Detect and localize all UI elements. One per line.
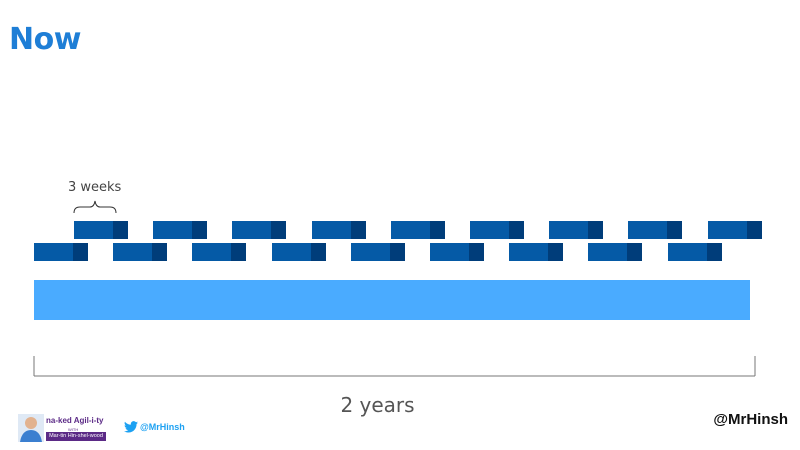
sprint-body [430, 243, 469, 261]
sprint-top-5 [391, 221, 445, 239]
sprint-body [628, 221, 667, 239]
sprint-body [708, 221, 747, 239]
sprint-review [707, 243, 722, 261]
timeline-axis [33, 356, 757, 378]
sprint-bottom-1 [34, 243, 88, 261]
sprint-review [588, 221, 603, 239]
sprint-brace [72, 199, 118, 215]
sprint-bottom-3 [192, 243, 246, 261]
sprint-body [588, 243, 627, 261]
logo-name-bar: Mar-tin Hin-shel-wood [46, 432, 106, 441]
sprint-review [113, 221, 128, 239]
sprint-review [152, 243, 167, 261]
sprint-top-9 [708, 221, 762, 239]
sprint-bottom-5 [351, 243, 405, 261]
sprint-review [73, 243, 88, 261]
page-title: Now [9, 22, 81, 57]
sprint-bottom-2 [113, 243, 167, 261]
sprint-review [192, 221, 207, 239]
sprint-body [153, 221, 192, 239]
sprint-review [390, 243, 405, 261]
brace-path [74, 201, 116, 213]
sprint-top-3 [232, 221, 286, 239]
sprint-bottom-9 [668, 243, 722, 261]
sprint-body [113, 243, 152, 261]
sprint-length-label: 3 weeks [68, 180, 122, 195]
sprint-top-6 [470, 221, 524, 239]
sprint-body [312, 221, 351, 239]
sprint-bottom-4 [272, 243, 326, 261]
sprint-body [668, 243, 707, 261]
sprint-top-4 [312, 221, 366, 239]
sprint-bottom-6 [430, 243, 484, 261]
presenter-handle: @MrHinsh [713, 411, 788, 428]
sprint-review [271, 221, 286, 239]
sprint-top-2 [153, 221, 207, 239]
sprint-review [430, 221, 445, 239]
sprint-body [470, 221, 509, 239]
sprint-review [311, 243, 326, 261]
sprint-body [192, 243, 231, 261]
sprint-bottom-8 [588, 243, 642, 261]
sprint-top-8 [628, 221, 682, 239]
naked-agility-logo [18, 414, 108, 442]
duration-label: 2 years [340, 393, 415, 417]
twitter-handle: @MrHinsh [140, 422, 185, 432]
sprint-body [509, 243, 548, 261]
sprint-body [74, 221, 113, 239]
sprint-review [469, 243, 484, 261]
sprint-body [232, 221, 271, 239]
sprint-body [272, 243, 311, 261]
logo-with-text: WITH [68, 427, 79, 432]
sprint-top-1 [74, 221, 128, 239]
sprint-body [34, 243, 73, 261]
logo-brand-text: na-ked Agil-i-ty [46, 416, 104, 425]
sprint-review [548, 243, 563, 261]
sprint-body [549, 221, 588, 239]
sprint-top-7 [549, 221, 603, 239]
sprint-review [231, 243, 246, 261]
twitter-bird-icon [124, 421, 138, 433]
sprint-bottom-7 [509, 243, 563, 261]
sprint-review [667, 221, 682, 239]
sprint-review [627, 243, 642, 261]
sprint-review [747, 221, 762, 239]
release-bar [34, 280, 750, 320]
sprint-review [351, 221, 366, 239]
presenter-avatar [18, 414, 44, 442]
sprint-review [509, 221, 524, 239]
sprint-body [351, 243, 390, 261]
sprint-body [391, 221, 430, 239]
